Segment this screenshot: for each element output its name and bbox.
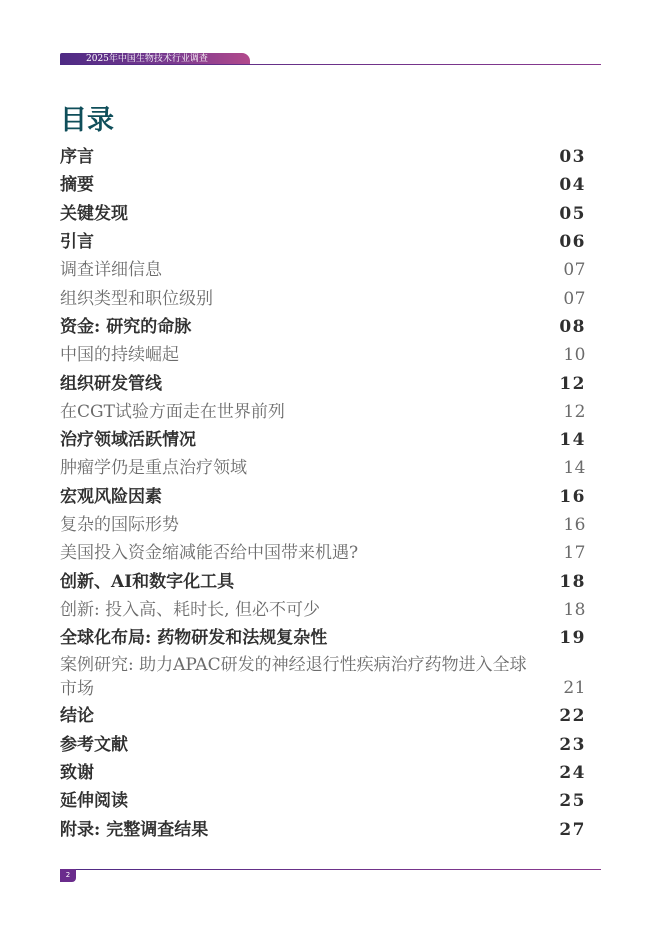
toc-entry-page-number: 23 bbox=[559, 734, 586, 755]
toc-entry-label: 创新: 投入高、耗时长, 但必不可少 bbox=[60, 599, 320, 620]
toc-entry-label: 在CGT试验方面走在世界前列 bbox=[60, 401, 285, 422]
toc-section-entry[interactable] bbox=[60, 369, 587, 397]
toc-section-entry[interactable] bbox=[60, 426, 587, 454]
toc-entry-page-number: 04 bbox=[559, 175, 586, 196]
toc-subsection-entry[interactable] bbox=[60, 256, 587, 284]
toc-entry-page-number: 27 bbox=[559, 819, 586, 840]
toc-subsection-entry[interactable] bbox=[60, 511, 587, 539]
toc-entry-page-number: 18 bbox=[563, 599, 586, 620]
toc-section-entry[interactable] bbox=[60, 787, 587, 815]
toc-section-entry[interactable] bbox=[60, 228, 587, 256]
toc-entry-page-number: 06 bbox=[559, 232, 586, 253]
toc-entry-page-number: 10 bbox=[563, 345, 586, 366]
toc-entry-label: 组织研发管线 bbox=[60, 373, 162, 394]
toc-section-entry[interactable] bbox=[60, 759, 587, 787]
toc-entry-page-number: 05 bbox=[559, 203, 586, 224]
toc-entry-label: 附录: 完整调查结果 bbox=[60, 819, 209, 840]
toc-section-entry[interactable] bbox=[60, 143, 587, 171]
toc-entry-page-number: 07 bbox=[563, 288, 586, 309]
toc-title: 目录 bbox=[60, 105, 114, 136]
toc-entry-label: 案例研究: 助力APAC研发的神经退行性疾病治疗药物进入全球市场 bbox=[60, 655, 527, 700]
toc-entry-page-number: 19 bbox=[559, 628, 586, 649]
toc-entry-page-number: 03 bbox=[559, 147, 586, 168]
toc-section-entry[interactable] bbox=[60, 816, 587, 844]
toc-section-entry[interactable] bbox=[60, 702, 587, 730]
toc-entry-page-number: 16 bbox=[563, 515, 586, 535]
toc-entry-label: 延伸阅读 bbox=[60, 791, 128, 812]
toc-entry-page-number: 25 bbox=[559, 791, 586, 812]
toc-entry-label: 宏观风险因素 bbox=[60, 486, 162, 507]
toc-subsection-entry[interactable] bbox=[60, 398, 587, 426]
toc-entry-page-number: 12 bbox=[563, 401, 586, 422]
toc-entry-label: 参考文献 bbox=[60, 734, 128, 755]
page-number: 2 bbox=[65, 871, 71, 879]
toc-entry-label: 肿瘤学仍是重点治疗领域 bbox=[60, 458, 247, 479]
report-title: 2025年中国生物技术行业调查 bbox=[86, 54, 208, 64]
toc-subsection-entry[interactable] bbox=[60, 341, 587, 369]
toc-entry-label: 资金: 研究的命脉 bbox=[60, 316, 192, 337]
toc-entry-page-number: 17 bbox=[563, 543, 586, 564]
toc-entry-label: 调查详细信息 bbox=[60, 260, 162, 281]
toc-entry-page-number: 14 bbox=[559, 430, 586, 451]
toc-entry-page-number: 12 bbox=[559, 373, 586, 394]
toc-section-entry[interactable] bbox=[60, 567, 587, 595]
toc-subsection-entry[interactable] bbox=[60, 539, 587, 567]
toc-entry-page-number: 21 bbox=[563, 678, 586, 699]
toc-entry-label: 组织类型和职位级别 bbox=[60, 288, 213, 309]
toc-entry-page-number: 18 bbox=[559, 571, 586, 592]
toc-entry-label: 中国的持续崛起 bbox=[60, 345, 179, 366]
toc-subsection-entry[interactable] bbox=[60, 596, 587, 624]
toc-section-entry[interactable] bbox=[60, 313, 587, 341]
toc-entry-page-number: 14 bbox=[563, 458, 586, 479]
toc-entry-page-number: 22 bbox=[559, 706, 586, 727]
toc-entry-page-number: 16 bbox=[559, 486, 586, 507]
toc-entry-label: 关键发现 bbox=[60, 203, 128, 224]
toc-entry-label: 复杂的国际形势 bbox=[60, 515, 179, 535]
toc-entry-label: 治疗领域活跃情况 bbox=[60, 430, 196, 451]
toc-entry-label: 引言 bbox=[60, 232, 94, 253]
footer-divider bbox=[60, 869, 601, 870]
toc-section-entry[interactable] bbox=[60, 200, 587, 228]
toc-list bbox=[60, 143, 587, 844]
toc-entry-label: 美国投入资金缩减能否给中国带来机遇? bbox=[60, 543, 359, 564]
toc-entry-label: 序言 bbox=[60, 147, 94, 168]
toc-entry-page-number: 24 bbox=[559, 763, 586, 784]
toc-subsection-entry[interactable] bbox=[60, 652, 587, 702]
page-number-badge bbox=[60, 869, 76, 882]
toc-entry-page-number: 08 bbox=[559, 316, 586, 337]
toc-section-entry[interactable] bbox=[60, 731, 587, 759]
toc-section-entry[interactable] bbox=[60, 624, 587, 652]
toc-entry-page-number: 07 bbox=[563, 260, 586, 281]
toc-section-entry[interactable] bbox=[60, 171, 587, 199]
toc-entry-label: 结论 bbox=[60, 706, 94, 727]
toc-subsection-entry[interactable] bbox=[60, 454, 587, 482]
toc-entry-label: 摘要 bbox=[60, 175, 94, 196]
toc-subsection-entry[interactable] bbox=[60, 284, 587, 312]
header-divider bbox=[60, 64, 601, 65]
toc-entry-label: 致谢 bbox=[60, 763, 94, 784]
toc-section-entry[interactable] bbox=[60, 483, 587, 511]
toc-entry-label: 创新、AI和数字化工具 bbox=[60, 571, 235, 592]
toc-entry-label: 全球化布局: 药物研发和法规复杂性 bbox=[60, 628, 328, 649]
